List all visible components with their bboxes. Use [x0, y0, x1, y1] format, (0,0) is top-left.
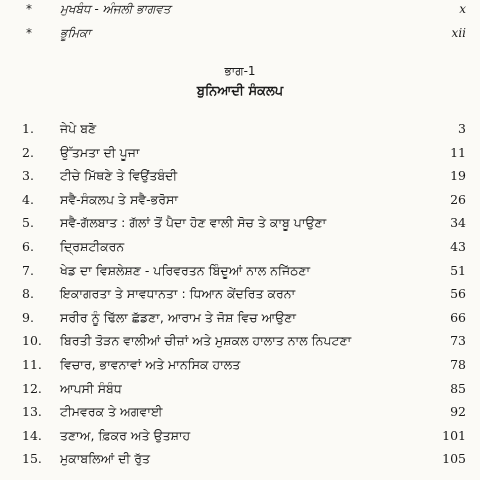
- chapter-number: 7.: [22, 262, 34, 278]
- chapter-title: ਬਿਰਤੀ ਤੋੜਨ ਵਾਲੀਆਂ ਚੀਜ਼ਾਂ ਅਤੇ ਮੁਸ਼ਕਲ ਹਾਲਾਤ ਨਾਲ ਨਿਪਟਣਾ: [60, 333, 352, 349]
- chapter-row: [22, 378, 466, 402]
- chapter-page: 105: [442, 451, 466, 467]
- front-matter-foreword: [26, 2, 466, 22]
- chapter-title: ਦ੍ਰਿਸ਼ਟੀਕਰਨ: [60, 238, 125, 254]
- chapter-number: 8.: [22, 286, 34, 302]
- chapter-page: 92: [450, 404, 466, 420]
- foreword-page: x: [459, 2, 466, 16]
- bullet-marker: *: [26, 26, 32, 40]
- chapter-number: 15.: [22, 451, 42, 467]
- chapter-number: 11.: [22, 356, 42, 372]
- chapter-number: 13.: [22, 404, 42, 420]
- chapter-title: ਟੀਚੇ ਮਿੱਥਣੇ ਤੇ ਵਿਉਂਤਬੰਦੀ: [60, 168, 178, 184]
- chapter-page: 3: [458, 121, 466, 136]
- chapter-row: [22, 236, 466, 260]
- chapter-page: 51: [450, 262, 466, 278]
- chapter-page: 101: [442, 427, 466, 443]
- foreword-title: ਮੁਖਬੰਧ - ਅੰਜਲੀ ਭਾਗਵਤ: [60, 2, 171, 16]
- chapter-page: 56: [450, 286, 466, 302]
- chapter-title: ਆਪਸੀ ਸੰਬੰਧ: [60, 380, 122, 396]
- chapter-list: [22, 118, 466, 472]
- bullet-marker: *: [26, 2, 32, 16]
- chapter-row: [22, 448, 466, 472]
- chapter-row: [22, 165, 466, 189]
- chapter-page: 78: [450, 356, 466, 372]
- chapter-number: 12.: [22, 380, 42, 396]
- chapter-number: 10.: [22, 333, 42, 349]
- chapter-number: 9.: [22, 309, 34, 325]
- chapter-title: ਖੇਡ ਦਾ ਵਿਸ਼ਲੇਸ਼ਣ - ਪਰਿਵਰਤਨ ਬਿੰਦੂਆਂ ਨਾਲ ਨਜਿੱਠਣਾ: [60, 262, 311, 278]
- chapter-row: [22, 189, 466, 213]
- chapter-row: [22, 401, 466, 425]
- introduction-page: xii: [451, 26, 466, 40]
- chapter-number: 3.: [22, 168, 34, 184]
- chapter-title: ਟੀਮਵਰਕ ਤੇ ਅਗਵਾਈ: [60, 404, 163, 420]
- chapter-page: 34: [450, 215, 466, 231]
- chapter-row: [22, 354, 466, 378]
- chapter-title: ਤਣਾਅ, ਫ਼ਿਕਰ ਅਤੇ ਉਤਸ਼ਾਹ: [60, 427, 191, 443]
- chapter-page: 19: [450, 168, 466, 184]
- chapter-number: 4.: [22, 191, 34, 207]
- chapter-title: ਵਿਚਾਰ, ਭਾਵਨਾਵਾਂ ਅਤੇ ਮਾਨਸਿਕ ਹਾਲਤ: [60, 356, 241, 372]
- chapter-row: [22, 307, 466, 331]
- chapter-number: 6.: [22, 238, 34, 254]
- chapter-row: [22, 212, 466, 236]
- chapter-number: 5.: [22, 215, 34, 231]
- part-title: ਬੁਨਿਆਦੀ ਸੰਕਲਪ: [196, 84, 284, 99]
- chapter-row: [22, 283, 466, 307]
- chapter-page: 11: [450, 144, 466, 160]
- chapter-page: 85: [450, 380, 466, 396]
- chapter-row: [22, 425, 466, 449]
- chapter-title: ਸਵੈ-ਸੰਕਲਪ ਤੇ ਸਵੈ-ਭਰੋਸਾ: [60, 191, 178, 207]
- chapter-row: [22, 330, 466, 354]
- chapter-number: 14.: [22, 427, 42, 443]
- chapter-number: 1.: [22, 121, 34, 136]
- chapter-title: ਜੇਪੇ ਬਣੋ: [60, 121, 97, 136]
- chapter-title: ਸਰੀਰ ਨੂੰ ਢਿੱਲਾ ਛੱਡਣਾ, ਆਰਾਮ ਤੇ ਜੋਸ਼ ਵਿਚ ਆਉਣਾ: [60, 309, 296, 325]
- chapter-page: 43: [450, 238, 466, 254]
- chapter-number: 2.: [22, 144, 34, 160]
- chapter-title: ਇਕਾਗਰਤਾ ਤੇ ਸਾਵਧਾਨਤਾ : ਧਿਆਨ ਕੇਂਦਰਿਤ ਕਰਨਾ: [60, 286, 296, 302]
- chapter-page: 73: [450, 333, 466, 349]
- chapter-row: [22, 118, 466, 142]
- chapter-page: 66: [450, 309, 466, 325]
- chapter-title: ਸਵੈ-ਗੱਲਬਾਤ : ਗੱਲਾਂ ਤੋਂ ਪੈਦਾ ਹੋਣ ਵਾਲੀ ਸੋਚ ਤੇ ਕਾਬੂ ਪਾਉਣਾ: [60, 215, 327, 231]
- part-label: ਭਾਗ-1: [224, 64, 256, 78]
- chapter-row: [22, 142, 466, 166]
- chapter-row: [22, 260, 466, 284]
- chapter-title: ਮੁਕਾਬਲਿਆਂ ਦੀ ਰੁੱਤ: [60, 451, 150, 467]
- chapter-title: ਉੱਤਮਤਾ ਦੀ ਪੂਜਾ: [60, 144, 140, 160]
- introduction-title: ਭੂਮਿਕਾ: [60, 26, 91, 40]
- front-matter-introduction: [26, 26, 466, 46]
- chapter-page: 26: [450, 191, 466, 207]
